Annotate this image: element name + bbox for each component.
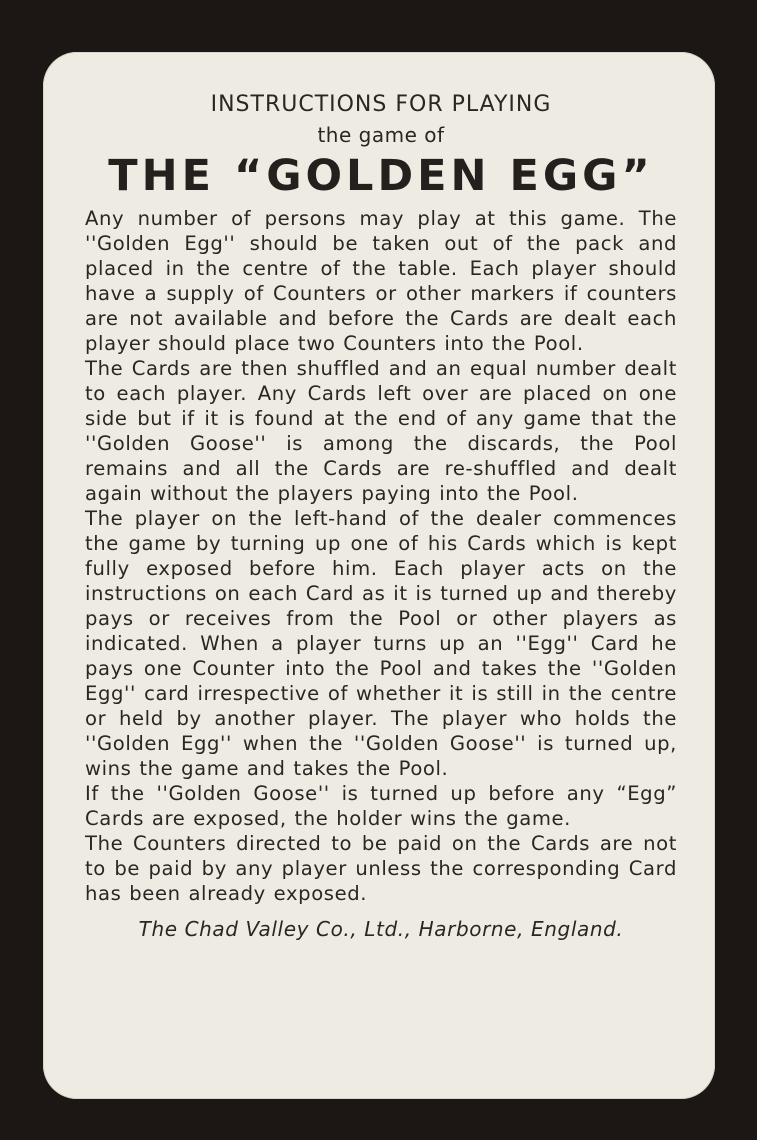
instruction-card <box>43 52 715 1099</box>
rules-paragraph-5: The Counters directed to be paid on the Cards are not to be paid by any player unless the corresponding Card has been already exposed. <box>85 832 677 905</box>
card-content <box>85 86 677 1069</box>
rules-paragraph-2: The Cards are then shuffled and an equal number dealt to each player. Any Cards left over are placed on one side but if it is found at the end of any game that the ''Golden Goose'' is among the discards, the Pool remains and all the Cards are re-shuffled and dealt again without the players paying into the Pool. <box>85 357 677 505</box>
rules-paragraph-4: If the ''Golden Goose'' is turned up before any “Egg” Cards are exposed, the holder wins the game. <box>85 782 677 830</box>
subheading: the game of <box>317 123 445 147</box>
instructions-heading: INSTRUCTIONS FOR PLAYING <box>210 92 552 117</box>
publisher-footer: The Chad Valley Co., Ltd., Harborne, England. <box>138 917 624 941</box>
rules-paragraph-3: The player on the left-hand of the dealer commences the game by turning up one of his Cards which is kept fully exposed before him. Each player acts on the instructions on each Card as it is turned up and thereby pays or receives from the Pool or other players as indicated. When a player turns up an ''Egg'' Card he pays one Counter into the Pool and takes the ''Golden Egg'' card irrespective of whether it is still in the centre or held by another player. The player who holds the ''Golden Egg'' when the ''Golden Goose'' is turned up, wins the game and takes the Pool. <box>85 507 677 780</box>
game-title: THE “GOLDEN EGG” <box>108 151 654 201</box>
rules-paragraph-1: Any number of persons may play at this game. The ''Golden Egg'' should be taken out of the pack and placed in the centre of the table. Each player should have a supply of Counters or other markers if counters are not available and before the Cards are dealt each player should place two Counters into the Pool. <box>85 207 677 355</box>
